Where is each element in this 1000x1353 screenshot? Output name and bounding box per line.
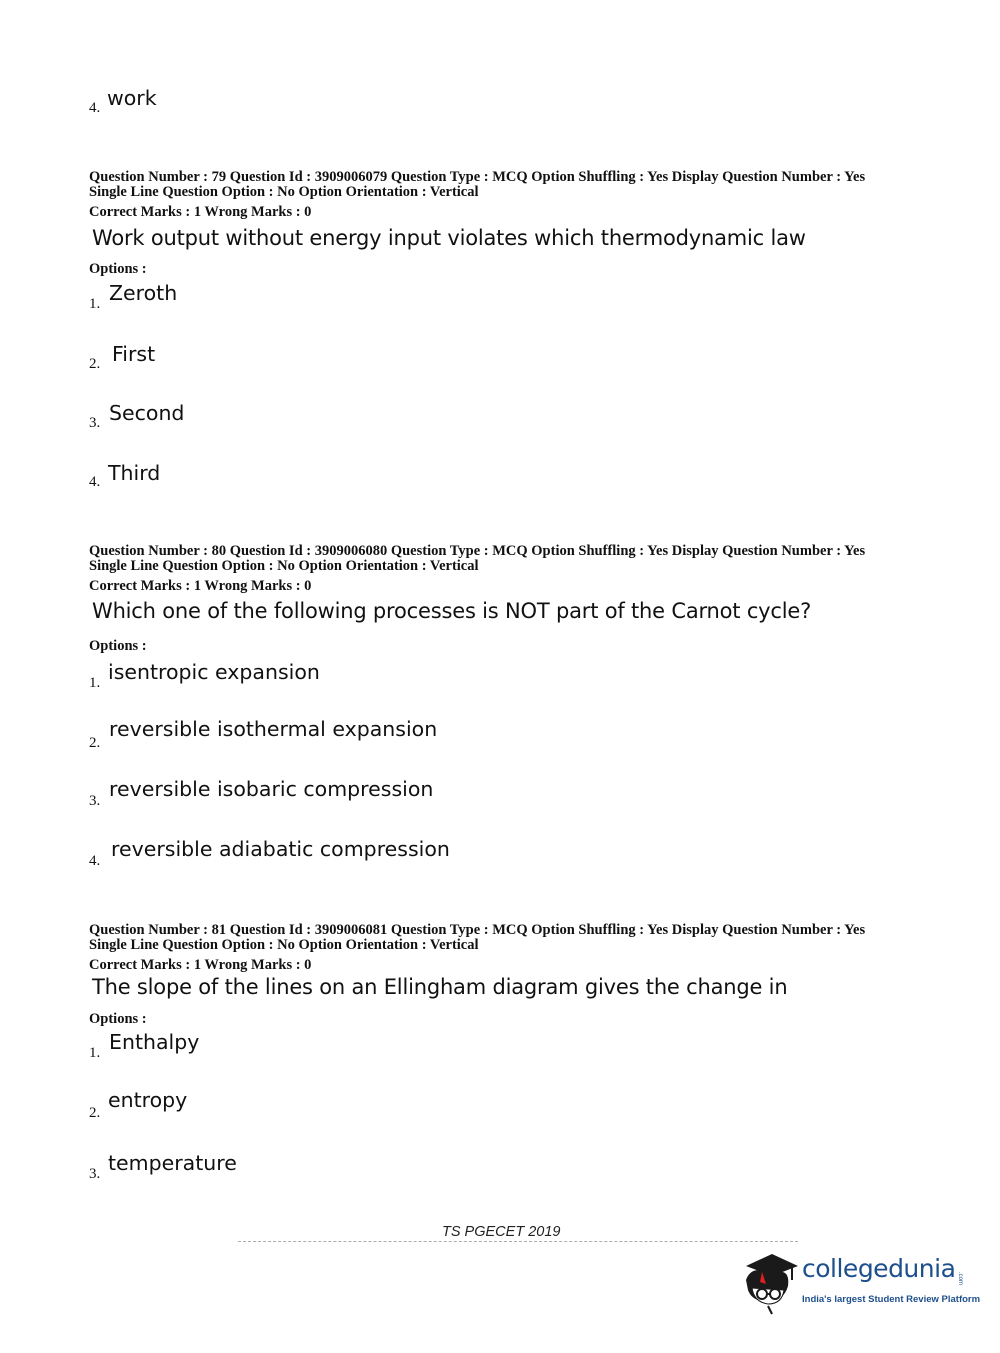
- question-text: Which one of the following processes is NOT part of the Carnot cycle?: [92, 599, 812, 623]
- option-number: 4.: [89, 474, 101, 490]
- option-number: 2.: [89, 356, 101, 372]
- logo-wordmark: collegedunia: [802, 1254, 956, 1283]
- option-number: 1.: [89, 296, 101, 312]
- option-number: 2.: [89, 1105, 101, 1121]
- option-number: 2.: [89, 735, 101, 751]
- options-label: Options :: [89, 261, 147, 277]
- question-marks: Correct Marks : 1 Wrong Marks : 0: [89, 578, 312, 594]
- option-text: isentropic expansion: [108, 660, 320, 684]
- question-text: Work output without energy input violates which thermodynamic law: [92, 226, 806, 250]
- option-number: 1.: [89, 1045, 101, 1061]
- option-text: entropy: [108, 1088, 188, 1112]
- option-number: 3.: [89, 1166, 101, 1182]
- option-number: 3.: [89, 793, 101, 809]
- question-meta-line2: Single Line Question Option : No Option Orientation : Vertical: [89, 937, 479, 953]
- option-text: First: [112, 342, 156, 366]
- options-label: Options :: [89, 638, 147, 654]
- mascot-icon: [740, 1248, 802, 1318]
- question-meta-line1: Question Number : 81 Question Id : 3909006081 Question Type : MCQ Option Shuffling : Yes Display Question Number : Yes: [89, 922, 866, 938]
- option-text: reversible isothermal expansion: [109, 717, 438, 741]
- question-marks: Correct Marks : 1 Wrong Marks : 0: [89, 204, 312, 220]
- footer-exam-title: TS PGECET 2019: [442, 1224, 561, 1240]
- option-number: 4.: [89, 100, 101, 116]
- option-text: reversible adiabatic compression: [111, 837, 450, 861]
- option-text: temperature: [108, 1151, 237, 1175]
- option-text: Enthalpy: [109, 1030, 200, 1054]
- option-number: 1.: [89, 675, 101, 691]
- option-text: Zeroth: [109, 281, 178, 305]
- option-number: 4.: [89, 853, 101, 869]
- question-meta-line2: Single Line Question Option : No Option Orientation : Vertical: [89, 184, 479, 200]
- option-text: Second: [109, 401, 185, 425]
- collegedunia-logo: [740, 1248, 981, 1318]
- question-meta-line1: Question Number : 80 Question Id : 3909006080 Question Type : MCQ Option Shuffling : Yes Display Question Number : Yes: [89, 543, 866, 559]
- footer-divider: [238, 1241, 798, 1242]
- options-label: Options :: [89, 1011, 147, 1027]
- option-number: 3.: [89, 415, 101, 431]
- logo-tagline: India's largest Student Review Platform: [802, 1294, 981, 1305]
- question-marks: Correct Marks : 1 Wrong Marks : 0: [89, 957, 312, 973]
- question-meta-line2: Single Line Question Option : No Option Orientation : Vertical: [89, 558, 479, 574]
- question-meta-line1: Question Number : 79 Question Id : 3909006079 Question Type : MCQ Option Shuffling : Yes Display Question Number : Yes: [89, 169, 866, 185]
- question-text: The slope of the lines on an Ellingham diagram gives the change in: [92, 975, 788, 999]
- option-text: Third: [108, 461, 161, 485]
- logo-suffix: .com: [957, 1272, 963, 1286]
- option-text: work: [107, 86, 157, 110]
- option-text: reversible isobaric compression: [109, 777, 434, 801]
